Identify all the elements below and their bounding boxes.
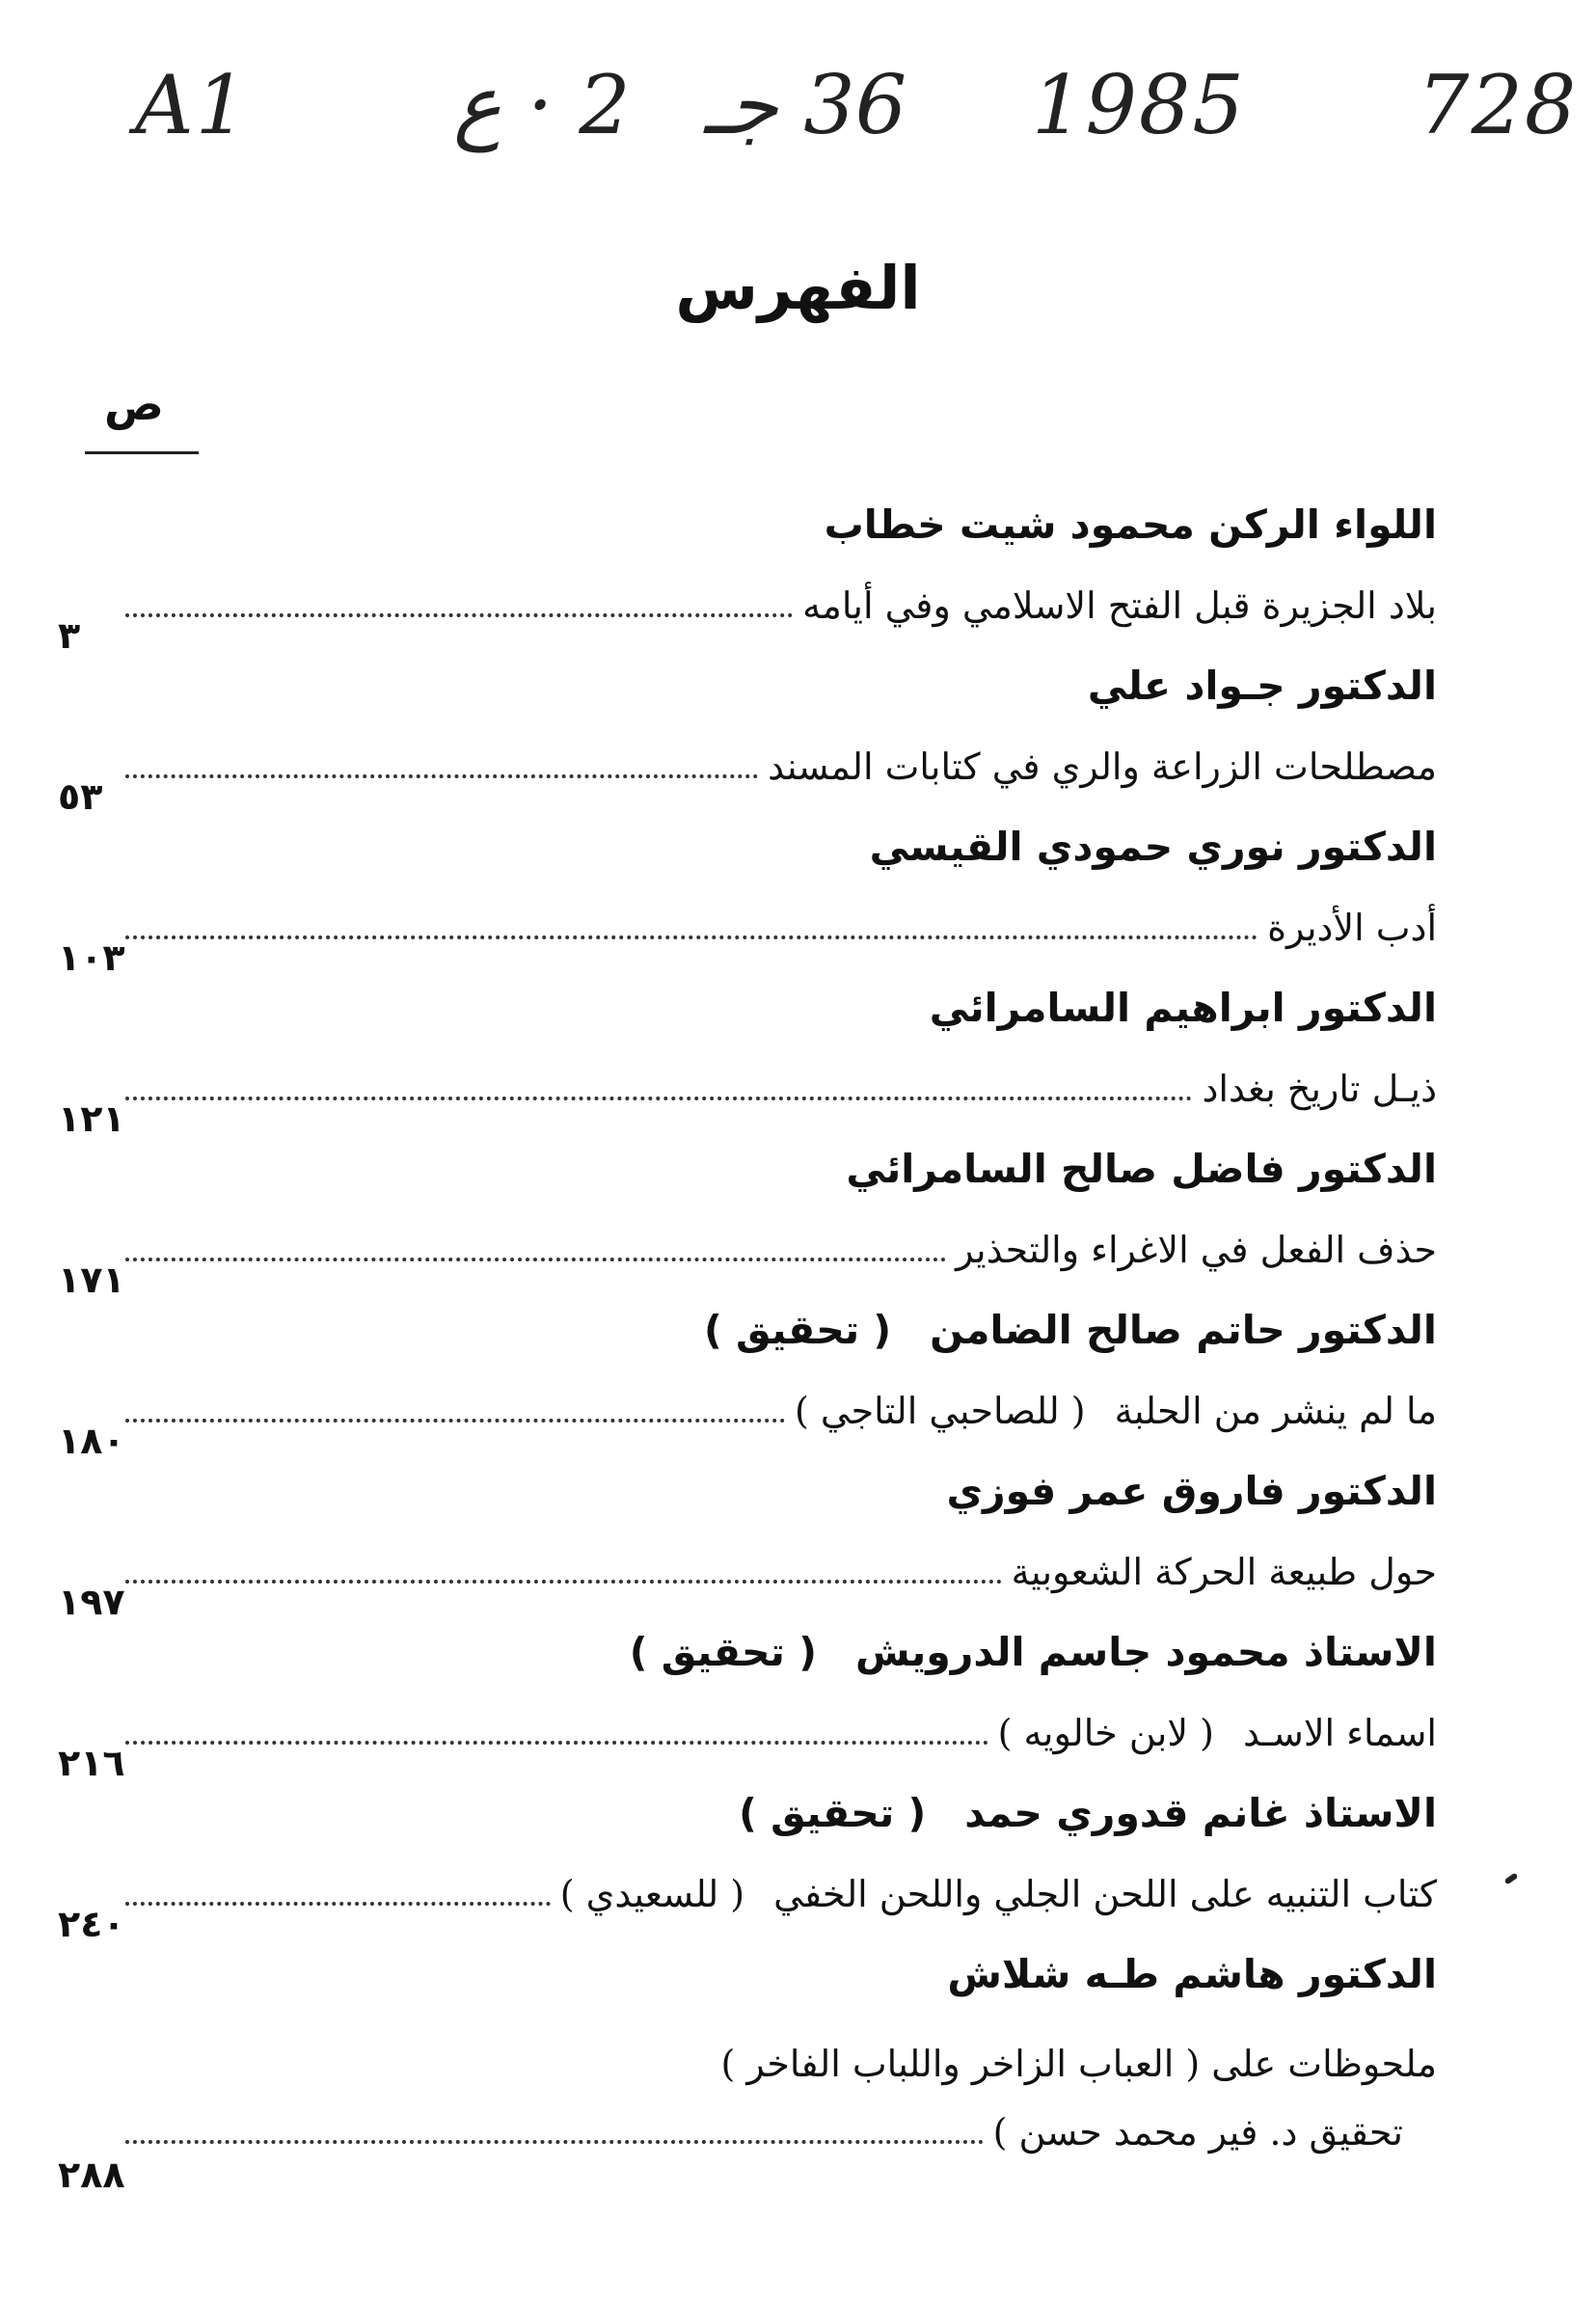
entry-note: ( لابن خالويه ) bbox=[997, 1712, 1214, 1754]
entry-line bbox=[58, 2096, 1403, 2154]
column-header-underline bbox=[85, 451, 199, 454]
entry-title: مصطلحات الزراعة والري في كتابات المسند bbox=[768, 745, 1437, 788]
entry-page-number: ٢٨٨ bbox=[58, 2154, 125, 2196]
entry-title-continued: تحقيق د. فير محمد حسن ) bbox=[992, 2111, 1403, 2154]
leader-dots bbox=[125, 1097, 1192, 1100]
entry-tag: ( تحقيق ) bbox=[704, 1307, 892, 1353]
entry-author: الاستاذ غانم قدوري حمد( تحقيق ) bbox=[739, 1790, 1437, 1836]
entry-author: اللواء الركن محمود شيت خطاب bbox=[824, 501, 1437, 548]
page-title: الفهرس bbox=[675, 253, 921, 323]
entry-note: ( للسعيدي ) bbox=[559, 1873, 745, 1915]
entry-tag: ( تحقيق ) bbox=[629, 1629, 817, 1675]
entry-author: الدكتور هاشم طـه شلاش bbox=[947, 1951, 1437, 1997]
handwritten-number: 728 bbox=[1418, 58, 1579, 152]
entry-title: ملحوظات على ( العباب الزاخر واللباب الفاخر ) bbox=[720, 2043, 1437, 2085]
leader-dots bbox=[125, 613, 793, 617]
entry-page-number: ٥٣ bbox=[58, 775, 103, 818]
handwritten-year: 1985 bbox=[1032, 58, 1246, 152]
leader-dots bbox=[125, 1902, 551, 1906]
toc-entry bbox=[0, 1307, 1596, 1468]
handwritten-volume: 36 جـ bbox=[704, 58, 907, 152]
entry-page-number: ١٠٣ bbox=[58, 936, 125, 979]
entry-author: الدكتور ابراهيم السامرائي bbox=[929, 985, 1437, 1031]
entry-title: أدب الأديرة bbox=[1267, 907, 1437, 949]
entry-title: حول طبيعة الحركة الشعوبية bbox=[1011, 1551, 1437, 1593]
entry-title: كتاب التنبيه على اللحن الجلي واللحن الخفي( للسعيدي ) bbox=[559, 1873, 1437, 1915]
entry-page-number: ٢١٦ bbox=[58, 1742, 125, 1784]
entry-author: الدكتور نوري حمودي القيسي bbox=[869, 824, 1437, 870]
entry-author: الاستاذ محمود جاسم الدرويش( تحقيق ) bbox=[629, 1629, 1437, 1675]
entry-page-number: ٣ bbox=[58, 614, 81, 657]
handwritten-code: A1 bbox=[135, 58, 250, 152]
leader-dots bbox=[125, 1741, 988, 1745]
entry-line bbox=[58, 1535, 1437, 1593]
entry-line bbox=[58, 569, 1437, 627]
toc-entry bbox=[0, 501, 1596, 663]
page-column-header: ص bbox=[104, 378, 164, 430]
entry-line bbox=[58, 1213, 1437, 1271]
entry-line bbox=[58, 1052, 1437, 1110]
entry-page-number: ١٧١ bbox=[58, 1259, 125, 1301]
toc-entry bbox=[0, 1951, 1596, 2202]
entry-line bbox=[58, 1696, 1437, 1754]
entry-author: الدكتور حاتم صالح الضامن( تحقيق ) bbox=[704, 1307, 1437, 1353]
leader-dots bbox=[125, 2140, 984, 2144]
entry-title: ما لم ينشر من الحلبة( للصاحبي التاجي ) bbox=[795, 1390, 1437, 1432]
leader-dots bbox=[125, 1419, 785, 1422]
toc-entry bbox=[0, 1790, 1596, 1951]
entry-author: الدكتور فاضل صالح السامرائي bbox=[846, 1146, 1437, 1192]
leader-dots bbox=[125, 1580, 1002, 1584]
entry-title: اسماء الاسـد( لابن خالويه ) bbox=[997, 1712, 1437, 1754]
entry-page-number: ١٩٧ bbox=[58, 1581, 125, 1623]
handwritten-issue: 2 · ع bbox=[453, 58, 631, 152]
leader-dots bbox=[125, 935, 1258, 939]
leader-dots bbox=[125, 1258, 946, 1261]
entry-title: بلاد الجزيرة قبل الفتح الاسلامي وفي أيامه bbox=[802, 584, 1437, 627]
toc-entry bbox=[0, 1146, 1596, 1307]
entry-author: الدكتور جـواد علي bbox=[1087, 663, 1437, 709]
entry-line bbox=[58, 891, 1437, 949]
entry-line bbox=[58, 1374, 1437, 1432]
handwritten-catalog-note bbox=[135, 58, 1582, 164]
toc-entry bbox=[0, 663, 1596, 824]
table-of-contents bbox=[0, 501, 1596, 2202]
entry-title: ذيـل تاريخ بغداد bbox=[1202, 1068, 1437, 1110]
toc-entry bbox=[0, 985, 1596, 1146]
entry-page-number: ١٢١ bbox=[58, 1097, 125, 1140]
entry-author: الدكتور فاروق عمر فوزي bbox=[946, 1468, 1437, 1514]
toc-entry bbox=[0, 1468, 1596, 1629]
leader-dots bbox=[125, 774, 758, 778]
entry-tag: ( تحقيق ) bbox=[739, 1790, 927, 1836]
entry-note: ( للصاحبي التاجي ) bbox=[795, 1390, 1086, 1432]
entry-page-number: ١٨٠ bbox=[58, 1420, 125, 1462]
entry-line bbox=[58, 1857, 1437, 1915]
toc-entry bbox=[0, 824, 1596, 985]
entry-page-number: ٢٤٠ bbox=[58, 1903, 125, 1945]
toc-entry bbox=[0, 1629, 1596, 1790]
entry-title: حذف الفعل في الاغراء والتحذير bbox=[956, 1229, 1437, 1271]
entry-line bbox=[58, 730, 1437, 788]
